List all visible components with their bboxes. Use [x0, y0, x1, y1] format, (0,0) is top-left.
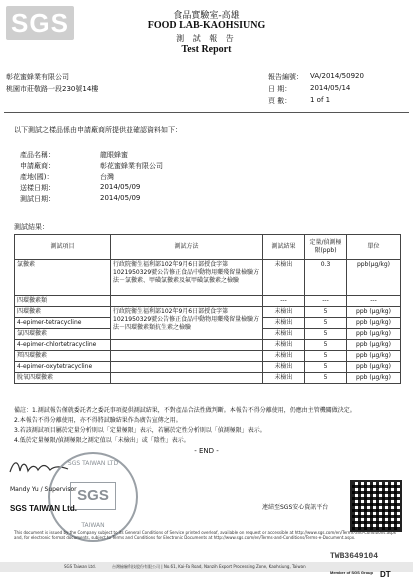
- dt-label: DT: [380, 570, 391, 579]
- cell-item: 4-epimer-tetracycline: [15, 318, 111, 329]
- cell-item: 4-epimer-chlortetracycline: [15, 340, 111, 351]
- end-marker: - END -: [194, 447, 219, 455]
- meta-date: [268, 84, 351, 94]
- cell-unit: ppb (μg/kg): [347, 329, 401, 340]
- sgs-logo: SGS: [6, 6, 74, 40]
- cell-unit: ppb (μg/kg): [347, 340, 401, 351]
- cell-unit: ppb (μg/kg): [347, 318, 401, 329]
- table-row: [15, 362, 401, 373]
- table-row: [15, 307, 401, 318]
- results-table: [14, 234, 401, 384]
- sample-value: 2014/05/09: [100, 183, 141, 191]
- cell-unit: ppb (μg/kg): [347, 307, 401, 318]
- table-header-row: [15, 235, 401, 260]
- header-unit: 單位: [347, 235, 401, 260]
- sample-label: 產地(國)：: [20, 173, 54, 181]
- cell-limit: ---: [305, 296, 347, 307]
- sample-label: 申請廠商：: [20, 162, 55, 170]
- cell-method: [111, 296, 263, 307]
- meta-value: VA/2014/50920: [310, 72, 364, 80]
- meta-label: 日 期：: [268, 85, 292, 93]
- cell-limit: 5: [305, 351, 347, 362]
- table-row: [15, 340, 401, 351]
- qr-code-icon[interactable]: [350, 480, 402, 532]
- header-limit: 定量/偵測極限(ppb): [305, 235, 347, 260]
- note-line: 3.若該測試項目屬於定量分析則以「定量極限」表示，若屬於定性分析則以「偵測極限」表示。: [14, 427, 266, 434]
- divider: [4, 112, 409, 113]
- notes: [14, 406, 404, 446]
- cell-item: 羥四環黴素: [15, 351, 111, 362]
- meta-value: 2014/05/14: [310, 84, 351, 92]
- cell-limit: 5: [305, 340, 347, 351]
- cell-method: 行政院衛生福利部102年9月6日部授食字第1021950329號公告修正食品中動物用藥殘留量檢驗方法－四環黴素類抗生素之檢驗: [111, 307, 263, 340]
- sample-value: 彰花蜜蜂業有限公司: [100, 162, 163, 170]
- footer-company: SGS Taiwan Ltd.: [64, 564, 96, 569]
- cell-method: [111, 351, 263, 362]
- cell-result: 未檢出: [263, 329, 305, 340]
- table-row: [15, 296, 401, 307]
- stamp-center: SGS: [70, 482, 116, 510]
- header-item: 測試項目: [15, 235, 111, 260]
- footer-address: 台灣檢驗科技股份有限公司 | No.61, Kai-Fa Road, Nanzih Export Processing Zone, Kaohsiung, Taiwan: [112, 564, 306, 569]
- qr-label: 連結至SGS安心資訊平台: [262, 504, 329, 511]
- cell-result: 未檢出: [263, 307, 305, 318]
- cell-limit: 5: [305, 373, 347, 384]
- cell-item: 氯四環黴素: [15, 329, 111, 340]
- sample-label: 送樣日期：: [20, 184, 55, 192]
- company-name: SGS TAIWAN Ltd.: [10, 504, 77, 513]
- note-line: 備註：1.測試報告僅就委託者之委託事項提供測試結果，不對產品合法性做判斷。本報告不得分離使用，仍應由主管機關做決定。: [14, 407, 356, 414]
- sample-value: 2014/05/09: [100, 194, 141, 202]
- company-stamp: [48, 452, 138, 542]
- meta-pages: [268, 96, 331, 106]
- cell-result: 未檢出: [263, 362, 305, 373]
- cell-method: 行政院衛生福利部102年9月6日部授食字第1021950329號公告修正食品中動物用藥殘留量檢驗方法－氯黴素、甲磺氯黴素及氟甲磺氯黴素之檢驗: [111, 260, 263, 296]
- member-label: Member of SGS Group: [330, 570, 373, 575]
- table-row: [15, 373, 401, 384]
- cell-item: 4-epimer-oxytetracycline: [15, 362, 111, 373]
- table-row: [15, 260, 401, 296]
- cell-result: 未檢出: [263, 260, 305, 296]
- cell-limit: 0.3: [305, 260, 347, 296]
- client-address: 桃園市莊敬路一段230號14樓: [6, 85, 99, 93]
- intro-text: 以下測試之樣品係由申請廠商所提供並確認資料如下：: [14, 126, 182, 134]
- meta-report-no: [268, 72, 364, 82]
- cell-result: 未檢出: [263, 340, 305, 351]
- cell-method: [111, 373, 263, 384]
- sample-label: 產品名稱：: [20, 151, 55, 159]
- cell-result: 未檢出: [263, 373, 305, 384]
- results-label: 測試結果：: [14, 223, 49, 231]
- cell-unit: ppb (μg/kg): [347, 373, 401, 384]
- note-line: 4.低於定量極限/偵測極限之測定值以「未檢出」或「陰性」表示。: [14, 437, 190, 444]
- cell-result: 未檢出: [263, 351, 305, 362]
- cell-limit: 5: [305, 318, 347, 329]
- stamp-ring-top: SGS TAIWAN LTD: [67, 460, 119, 467]
- cell-limit: 5: [305, 362, 347, 373]
- sample-value: 龍眼蜂蜜: [100, 151, 128, 159]
- serial-number: TWB3649104: [330, 552, 379, 561]
- header-method: 測試方法: [111, 235, 263, 260]
- cell-limit: 5: [305, 329, 347, 340]
- terms-note: This document is issued by the Company subject to its General Conditions of Service printed overleaf, available on request or accessible at http://www.sgs.com/en/Terms-and-Conditions.aspx and, for electronic format documents, subject to Terms and Conditions for Electronic Documents at http://www.sgs.com/en/Terms-and-Conditions/Terms-e-Document.aspx.: [14, 530, 397, 540]
- client-name: 彰花蜜蜂業有限公司: [6, 73, 69, 81]
- cell-unit: ppb (μg/kg): [347, 362, 401, 373]
- cell-method: [111, 340, 263, 351]
- meta-value: 1 of 1: [310, 96, 331, 104]
- cell-unit: ---: [347, 296, 401, 307]
- cell-item: 四環黴素: [15, 307, 111, 318]
- cell-item: 脫氧四環黴素: [15, 373, 111, 384]
- cell-unit: ppb(μg/kg): [347, 260, 401, 296]
- lab-name-zh: 食品實驗室-高雄: [173, 11, 240, 21]
- lab-name-en: FOOD LAB-KAOHSIUNG: [147, 20, 266, 31]
- cell-limit: 5: [305, 307, 347, 318]
- signer-name: Mandy Yu / Supervisor: [10, 486, 77, 493]
- sample-label: 測試日期：: [20, 195, 55, 203]
- report-title-zh: 測 試 報 告: [176, 34, 237, 43]
- table-row: [15, 351, 401, 362]
- cell-item: 四環黴素類: [15, 296, 111, 307]
- sample-value: 台灣: [100, 173, 114, 181]
- stamp-ring-bottom: TAIWAN: [81, 522, 105, 529]
- cell-result: 未檢出: [263, 318, 305, 329]
- report-title-en: Test Report: [181, 44, 232, 55]
- cell-method: [111, 362, 263, 373]
- note-line: 2.本報告不得分離使用，亦不得將試驗結果作為廣告宣傳之用。: [14, 417, 182, 424]
- meta-label: 頁 數：: [268, 97, 292, 105]
- cell-item: 氯黴素: [15, 260, 111, 296]
- header-result: 測試結果: [263, 235, 305, 260]
- meta-label: 報告編號：: [268, 73, 303, 81]
- cell-result: ---: [263, 296, 305, 307]
- cell-unit: ppb (μg/kg): [347, 351, 401, 362]
